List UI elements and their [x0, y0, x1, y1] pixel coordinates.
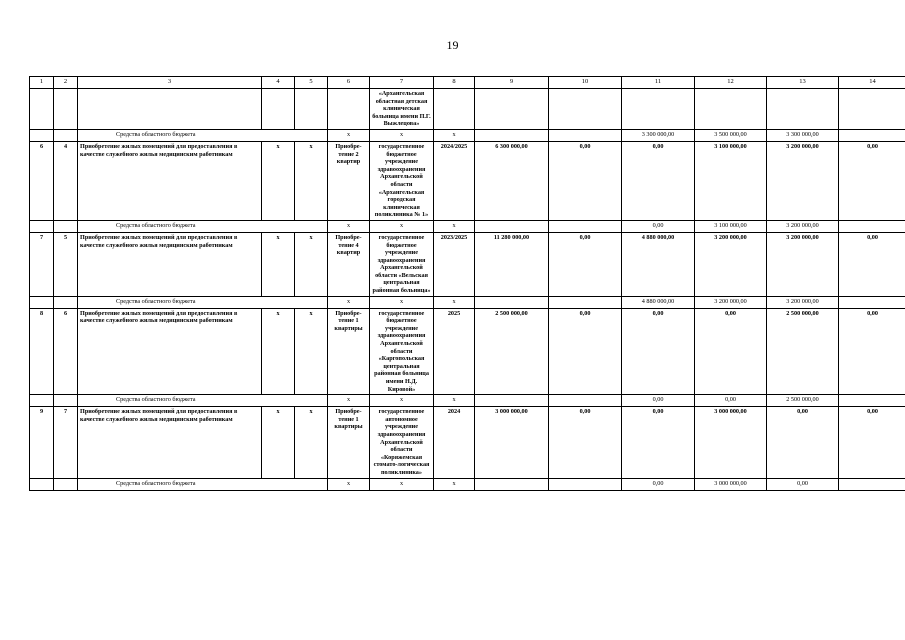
table-cell	[54, 89, 78, 130]
amount-cell: 6 300 000,00	[475, 141, 549, 220]
amount-cell: 3 200 000,00	[695, 296, 767, 308]
amount-cell: 3 000 000,00	[695, 478, 767, 490]
source-label: Средства областного бюджета	[78, 296, 328, 308]
column-number-row	[30, 77, 905, 89]
row-number: 6	[30, 141, 54, 220]
table-cell	[475, 129, 549, 141]
organization-cell: государственное автономное учреждение здравоохранения Архангельской области «Коряжемская стомато-логическая поликлиника»	[370, 407, 434, 478]
source-x: х	[370, 395, 434, 407]
source-x: х	[434, 478, 475, 490]
table-cell	[839, 89, 905, 130]
period-cell: 2025	[434, 308, 475, 395]
table-cell	[475, 478, 549, 490]
purchase-type: Приобре-тение 1 квартиры	[328, 407, 370, 478]
table-cell	[549, 129, 622, 141]
item-number: 5	[54, 232, 78, 296]
budget-source-row	[30, 478, 905, 490]
source-x: х	[370, 478, 434, 490]
col-header: 9	[475, 77, 549, 89]
col-header: 14	[839, 77, 905, 89]
amount-cell: 0,00	[839, 308, 905, 395]
budget-source-row	[30, 395, 905, 407]
source-x: х	[328, 129, 370, 141]
table-cell	[30, 220, 54, 232]
table-cell	[30, 89, 54, 130]
item-name: Приобретение жилых помещений для предоставления в качестве служебного жилья медицинским работникам	[78, 407, 262, 478]
col-header: 5	[295, 77, 328, 89]
amount-cell: 2 500 000,00	[475, 308, 549, 395]
source-x: х	[328, 395, 370, 407]
table-cell	[839, 129, 905, 141]
amount-cell: 3 100 000,00	[695, 141, 767, 220]
table-cell	[78, 89, 262, 130]
item-name: Приобретение жилых помещений для предоставления в качестве служебного жилья медицинским работникам	[78, 141, 262, 220]
table-cell	[54, 478, 78, 490]
x-mark: х	[295, 232, 328, 296]
organization-cell: «Архангельская областная детская клиническая больница имени П.Г. Выжлецова»	[370, 89, 434, 130]
amount-cell: 2 500 000,00	[767, 395, 839, 407]
amount-cell: 2 500 000,00	[767, 308, 839, 395]
purchase-type: Приобре-тение 1 квартиры	[328, 308, 370, 395]
x-mark: х	[262, 141, 295, 220]
table-cell	[839, 395, 905, 407]
amount-cell: 0,00	[549, 232, 622, 296]
amount-cell: 0,00	[622, 141, 695, 220]
item-name: Приобретение жилых помещений для предоставления в качестве служебного жилья медицинским работникам	[78, 308, 262, 395]
amount-cell: 3 200 000,00	[767, 141, 839, 220]
table-cell	[295, 89, 328, 130]
source-label: Средства областного бюджета	[78, 129, 328, 141]
table-row	[30, 407, 905, 478]
table-cell	[549, 478, 622, 490]
amount-cell: 0,00	[622, 220, 695, 232]
organization-cell: государственное бюджетное учреждение здравоохранения Архангельской области «Вельская центральная районная больница»	[370, 232, 434, 296]
purchase-type: Приобре-тение 4 квартир	[328, 232, 370, 296]
col-header: 13	[767, 77, 839, 89]
program-table	[29, 76, 905, 491]
amount-cell: 3 500 000,00	[695, 129, 767, 141]
table-row	[30, 141, 905, 220]
table-cell	[54, 395, 78, 407]
table-cell	[475, 395, 549, 407]
x-mark: х	[262, 407, 295, 478]
item-number: 4	[54, 141, 78, 220]
amount-cell: 3 200 000,00	[695, 232, 767, 296]
amount-cell: 0,00	[549, 308, 622, 395]
col-header: 6	[328, 77, 370, 89]
table-cell	[839, 478, 905, 490]
source-x: х	[328, 296, 370, 308]
table-cell	[54, 129, 78, 141]
table-cell	[475, 296, 549, 308]
source-x: х	[328, 220, 370, 232]
source-label: Средства областного бюджета	[78, 220, 328, 232]
col-header: 7	[370, 77, 434, 89]
purchase-type: Приобре-тение 2 квартир	[328, 141, 370, 220]
source-x: х	[434, 129, 475, 141]
amount-cell: 0,00	[695, 395, 767, 407]
col-header: 2	[54, 77, 78, 89]
amount-cell: 3 200 000,00	[767, 220, 839, 232]
table-cell	[262, 89, 295, 130]
item-name: Приобретение жилых помещений для предоставления в качестве служебного жилья медицинским работникам	[78, 232, 262, 296]
table-row	[30, 232, 905, 296]
amount-cell: 0,00	[767, 478, 839, 490]
organization-cell: государственное бюджетное учреждение здравоохранения Архангельской области «Каргопольская центральная районная больница имени Н.Д. Кировой»	[370, 308, 434, 395]
source-x: х	[434, 395, 475, 407]
amount-cell: 3 000 000,00	[475, 407, 549, 478]
amount-cell: 0,00	[839, 407, 905, 478]
col-header: 12	[695, 77, 767, 89]
row-number: 9	[30, 407, 54, 478]
amount-cell: 3 200 000,00	[767, 232, 839, 296]
amount-cell: 3 300 000,00	[767, 129, 839, 141]
col-header: 1	[30, 77, 54, 89]
source-label: Средства областного бюджета	[78, 478, 328, 490]
table-cell	[434, 89, 475, 130]
col-header: 8	[434, 77, 475, 89]
page-number: 19	[446, 38, 459, 52]
amount-cell: 0,00	[622, 478, 695, 490]
item-number: 6	[54, 308, 78, 395]
table-cell	[475, 220, 549, 232]
period-cell: 2023/2025	[434, 232, 475, 296]
table-cell	[549, 89, 622, 130]
table-cell	[695, 89, 767, 130]
item-number: 7	[54, 407, 78, 478]
source-x: х	[434, 296, 475, 308]
budget-source-row	[30, 220, 905, 232]
amount-cell: 11 280 000,00	[475, 232, 549, 296]
table-cell	[622, 89, 695, 130]
row-number: 7	[30, 232, 54, 296]
x-mark: х	[262, 232, 295, 296]
source-x: х	[370, 129, 434, 141]
amount-cell: 3 200 000,00	[767, 296, 839, 308]
x-mark: х	[295, 141, 328, 220]
continued-row	[30, 89, 905, 130]
table-cell	[30, 478, 54, 490]
col-header: 3	[78, 77, 262, 89]
period-cell: 2024	[434, 407, 475, 478]
table-cell	[839, 296, 905, 308]
amount-cell: 3 300 000,00	[622, 129, 695, 141]
organization-cell: государственное бюджетное учреждение здравоохранения Архангельской области «Архангельская городская клиническая поликлиника № 1»	[370, 141, 434, 220]
table-cell	[30, 296, 54, 308]
table-cell	[328, 89, 370, 130]
amount-cell: 3 000 000,00	[695, 407, 767, 478]
source-x: х	[370, 296, 434, 308]
table-cell	[54, 296, 78, 308]
budget-source-row	[30, 129, 905, 141]
table-cell	[30, 395, 54, 407]
x-mark: х	[295, 308, 328, 395]
amount-cell: 4 880 000,00	[622, 296, 695, 308]
source-x: х	[434, 220, 475, 232]
amount-cell: 0,00	[767, 407, 839, 478]
amount-cell: 0,00	[622, 407, 695, 478]
budget-source-row	[30, 296, 905, 308]
amount-cell: 0,00	[839, 232, 905, 296]
source-x: х	[370, 220, 434, 232]
amount-cell: 0,00	[695, 308, 767, 395]
amount-cell: 0,00	[622, 395, 695, 407]
col-header: 11	[622, 77, 695, 89]
amount-cell: 0,00	[549, 141, 622, 220]
amount-cell: 0,00	[622, 308, 695, 395]
amount-cell: 4 880 000,00	[622, 232, 695, 296]
amount-cell: 3 100 000,00	[695, 220, 767, 232]
x-mark: х	[295, 407, 328, 478]
source-label: Средства областного бюджета	[78, 395, 328, 407]
amount-cell: 0,00	[839, 141, 905, 220]
table-cell	[549, 296, 622, 308]
col-header: 10	[549, 77, 622, 89]
row-number: 8	[30, 308, 54, 395]
source-x: х	[328, 478, 370, 490]
table-cell	[30, 129, 54, 141]
table-cell	[839, 220, 905, 232]
x-mark: х	[262, 308, 295, 395]
table-cell	[549, 220, 622, 232]
table-cell	[767, 89, 839, 130]
period-cell: 2024/2025	[434, 141, 475, 220]
table-cell	[475, 89, 549, 130]
col-header: 4	[262, 77, 295, 89]
table-row	[30, 308, 905, 395]
table-cell	[549, 395, 622, 407]
table-cell	[54, 220, 78, 232]
amount-cell: 0,00	[549, 407, 622, 478]
